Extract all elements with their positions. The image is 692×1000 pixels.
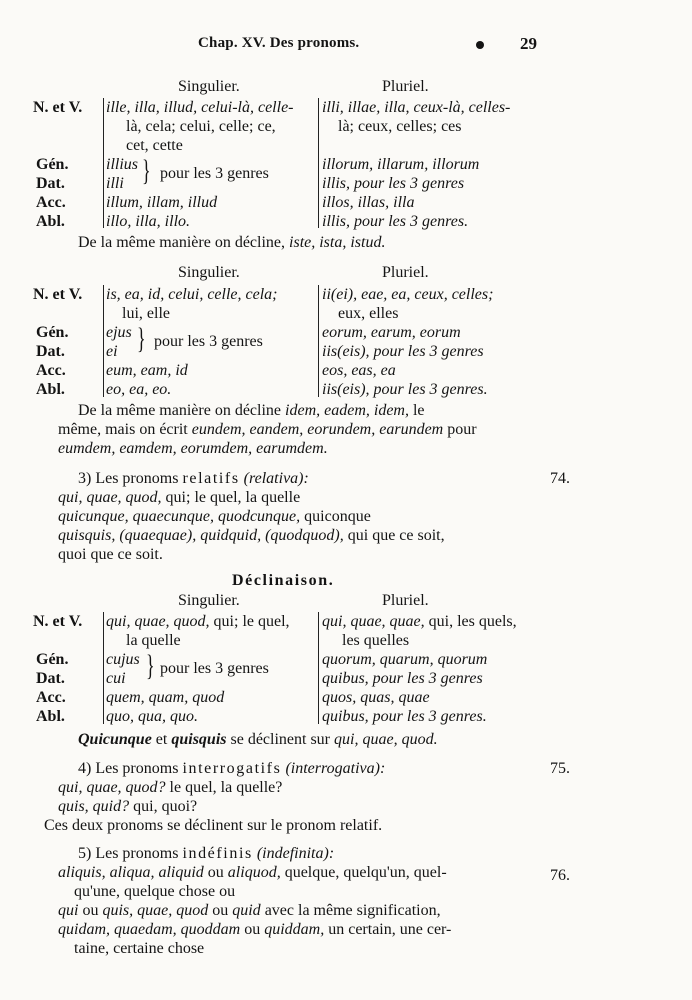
relative-line4: quoi que ce soit.: [58, 546, 163, 563]
running-header: [0, 34, 692, 56]
nv-plural-line2: là; ceux, celles; ces: [338, 118, 462, 135]
acc-singular: illum, illam, illud: [106, 194, 218, 211]
note-idem-line2: même, mais on écrit eundem, eandem, eorundem, earundem pour: [58, 421, 477, 438]
case-accusative: Acc.: [36, 194, 66, 211]
interrogative-line3: Ces deux pronoms se déclinent sur le pronom relatif.: [44, 817, 383, 834]
brace-note: pour les 3 genres: [160, 660, 269, 677]
gen-plural: illorum, illarum, illorum: [322, 156, 480, 173]
case-nominative-vocative: N. et V.: [33, 613, 83, 630]
case-genitive: Gén.: [36, 651, 69, 668]
acc-singular: eum, eam, id: [106, 362, 188, 379]
paragraph-number: 76.: [550, 867, 570, 884]
case-genitive: Gén.: [36, 324, 69, 341]
brace-icon: }: [137, 322, 146, 355]
case-genitive: Gén.: [36, 156, 69, 173]
indefinite-line4: quidam, quaedam, quoddam ou quiddam, un certain, une cer-: [58, 921, 452, 938]
section-heading: 4) Les pronoms interrogatifs (interrogativa):: [78, 760, 386, 777]
case-dative: Dat.: [36, 670, 65, 687]
gen-plural: quorum, quarum, quorum: [322, 651, 488, 668]
column-rule-middle: [318, 285, 319, 397]
case-dative: Dat.: [36, 175, 65, 192]
case-nominative-vocative: N. et V.: [33, 99, 83, 116]
plural-heading: Pluriel.: [382, 592, 429, 609]
plural-heading: Pluriel.: [382, 264, 429, 281]
nv-plural-line1: ii(ei), eae, ea, ceux, celles;: [322, 286, 494, 303]
case-ablative: Abl.: [36, 708, 65, 725]
dat-plural: quibus, pour les 3 genres: [322, 670, 483, 687]
nv-singular-line2: là, cela; celui, celle; ce,: [126, 118, 276, 135]
brace-icon: }: [146, 649, 155, 682]
gen-plural: eorum, earum, eorum: [322, 324, 461, 341]
case-accusative: Acc.: [36, 689, 66, 706]
singular-heading: Singulier.: [178, 78, 240, 95]
paragraph-number: 74.: [550, 470, 570, 487]
acc-plural: quos, quas, quae: [322, 689, 430, 706]
acc-plural: eos, eas, ea: [322, 362, 396, 379]
acc-plural: illos, illas, illa: [322, 194, 415, 211]
singular-heading: Singulier.: [178, 264, 240, 281]
column-rule-middle: [318, 612, 319, 724]
column-rule-left: [103, 612, 104, 724]
interrogative-line1: qui, quae, quod? le quel, la quelle?: [58, 779, 283, 796]
note-idem-line3: eumdem, eamdem, eorumdem, earumdem.: [58, 440, 328, 457]
nv-plural-line1: qui, quae, quae, qui, les quels,: [322, 613, 517, 630]
interrogative-line2: quis, quid? qui, quoi?: [58, 798, 198, 815]
dat-singular: illi: [106, 175, 124, 192]
note-iste: De la même manière on décline, iste, ista, istud.: [78, 234, 386, 251]
indefinite-line5: taine, certaine chose: [74, 940, 205, 957]
relative-line2: quicunque, quaecunque, quodcunque, quiconque: [58, 508, 371, 525]
nv-singular-line3: cet, cette: [126, 137, 183, 154]
nv-plural-line2: les quelles: [342, 632, 410, 649]
brace-note: pour les 3 genres: [160, 165, 269, 182]
chapter-title: Chap. XV. Des pronoms.: [198, 35, 360, 51]
abl-singular: eo, ea, eo.: [106, 381, 172, 398]
plural-heading: Pluriel.: [382, 78, 429, 95]
indefinite-line3: qui ou quis, quae, quod ou quid avec la même signification,: [58, 902, 441, 919]
relative-line1: qui, quae, quod, qui; le quel, la quelle: [58, 489, 301, 506]
case-ablative: Abl.: [36, 213, 65, 230]
case-accusative: Acc.: [36, 362, 66, 379]
declension-title: Déclinaison.: [232, 572, 335, 589]
abl-plural: quibus, pour les 3 genres.: [322, 708, 487, 725]
abl-plural: illis, pour les 3 genres.: [322, 213, 469, 230]
nv-singular-line1: ille, illa, illud, celui-là, celle-: [106, 99, 294, 116]
dat-plural: illis, pour les 3 genres: [322, 175, 465, 192]
brace-note: pour les 3 genres: [154, 333, 263, 350]
nv-singular-line1: is, ea, id, celui, celle, cela;: [106, 286, 278, 303]
gen-singular: ejus: [106, 324, 132, 341]
relative-line3: quisquis, (quaequae), quidquid, (quodquod), qui que ce soit,: [58, 527, 445, 544]
column-rule-left: [103, 98, 104, 228]
nv-singular-line2: la quelle: [126, 632, 181, 649]
acc-singular: quem, quam, quod: [106, 689, 225, 706]
nv-singular-line2: lui, elle: [122, 305, 170, 322]
column-rule-left: [103, 285, 104, 397]
abl-singular: quo, qua, quo.: [106, 708, 198, 725]
abl-plural: iis(eis), pour les 3 genres.: [322, 381, 488, 398]
abl-singular: illo, illa, illo.: [106, 213, 191, 230]
nv-singular-line1: qui, quae, quod, qui; le quel,: [106, 613, 290, 630]
case-ablative: Abl.: [36, 381, 65, 398]
section-heading: 5) Les pronoms indéfinis (indefinita):: [78, 845, 335, 862]
indefinite-line1: aliquis, aliqua, aliquid ou aliquod, quelque, quelqu'un, quel-: [58, 864, 447, 881]
case-nominative-vocative: N. et V.: [33, 286, 83, 303]
gen-singular: cujus: [106, 651, 140, 668]
ink-dot: [476, 41, 484, 49]
gen-singular: illius: [106, 156, 139, 173]
dat-singular: cui: [106, 670, 126, 687]
note-idem-line1: De la même manière on décline idem, eadem, idem, le: [78, 402, 425, 419]
note-quicunque: Quicunque et quisquis se déclinent sur qui, quae, quod.: [78, 731, 438, 748]
case-dative: Dat.: [36, 343, 65, 360]
dat-plural: iis(eis), pour les 3 genres: [322, 343, 484, 360]
column-rule-middle: [318, 98, 319, 228]
section-heading: 3) Les pronoms relatifs (relativa):: [78, 470, 309, 487]
page-number: 29: [520, 34, 537, 53]
brace-icon: }: [142, 154, 151, 187]
nv-plural-line2: eux, elles: [338, 305, 399, 322]
dat-singular: ei: [106, 343, 118, 360]
indefinite-line2: qu'une, quelque chose ou: [74, 883, 236, 900]
paragraph-number: 75.: [550, 760, 570, 777]
singular-heading: Singulier.: [178, 592, 240, 609]
nv-plural-line1: illi, illae, illa, ceux-là, celles-: [322, 99, 511, 116]
